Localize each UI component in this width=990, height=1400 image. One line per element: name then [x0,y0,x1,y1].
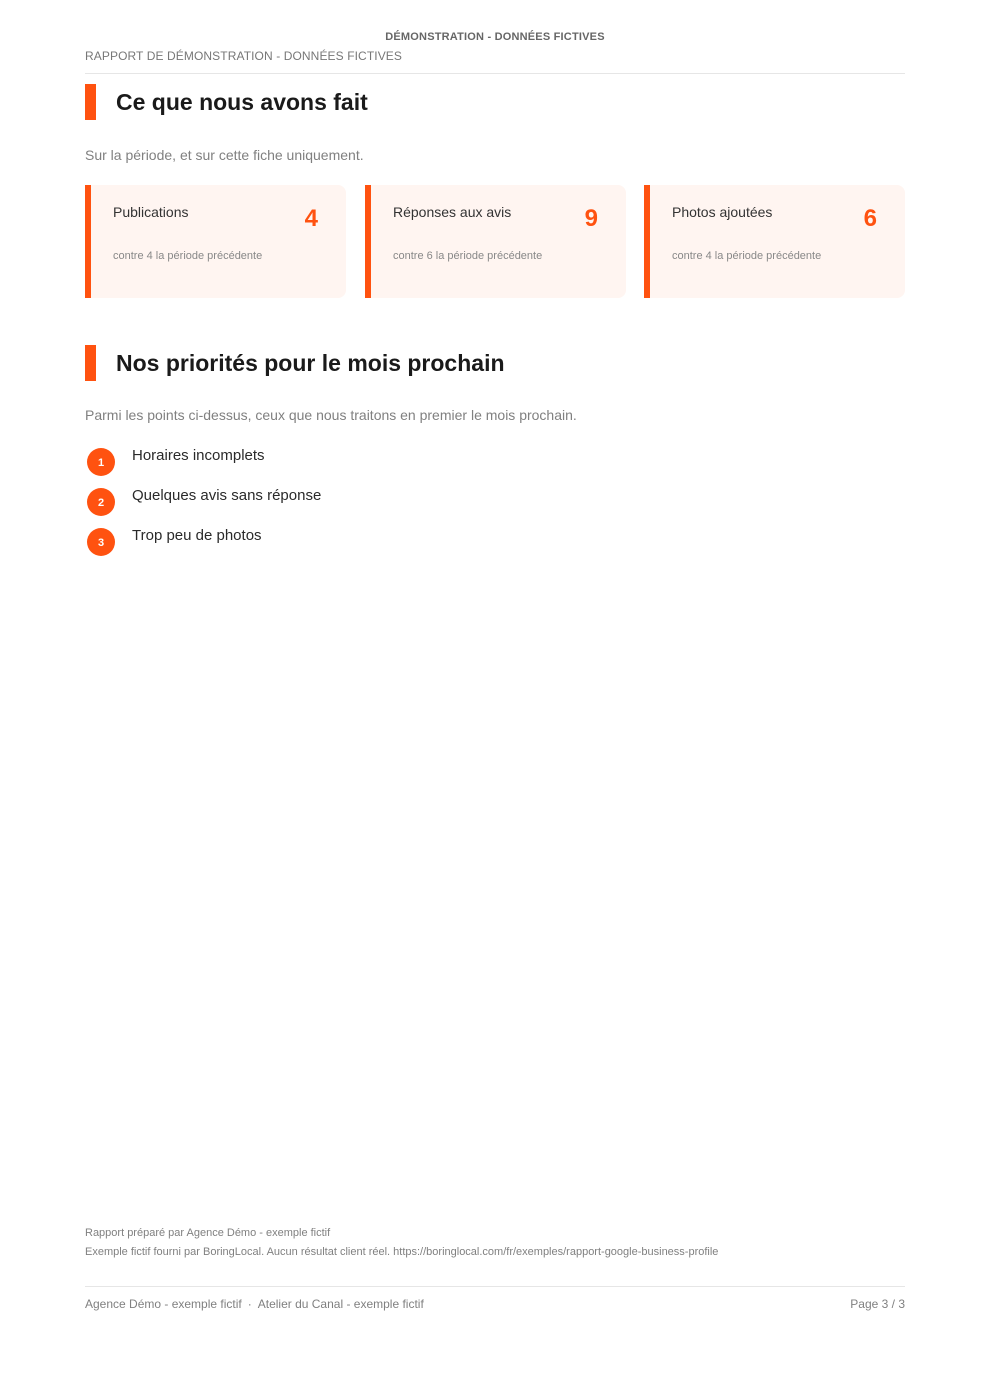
activity-cards [85,185,905,299]
stat-card-label: Publications [113,204,189,220]
disclaimer-note: Exemple fictif fourni par BoringLocal. Aucun résultat client réel. https://boringlocal.com/fr/exemples/rapport-google-business-profile [85,1246,719,1258]
priority-text: Horaires incomplets [132,447,265,464]
prepared-by-note: Rapport préparé par Agence Démo - exemple fictif [85,1227,331,1239]
priority-item [85,528,905,568]
stat-card-value: 4 [304,205,318,232]
stat-card-value: 9 [584,205,598,232]
priority-item [85,488,905,528]
stat-card-review-replies [365,185,626,298]
page-number: Page 3 / 3 [850,1297,905,1311]
activity-section-intro: Sur la période, et sur cette fiche uniquement. [85,147,364,163]
stat-card-label: Réponses aux avis [393,204,512,220]
running-header: RAPPORT DE DÉMONSTRATION - DONNÉES FICTIVES [85,49,403,63]
card-accent-stripe [365,185,371,298]
stat-card-label: Photos ajoutées [672,204,773,220]
section-accent-bar [85,84,96,120]
priorities-section-heading [85,345,905,381]
footer-divider [85,1286,905,1287]
priorities-section-title: Nos priorités pour le mois prochain [116,350,505,376]
priority-number-badge: 3 [87,528,115,556]
footer-client: Atelier du Canal - exemple fictif [257,1297,424,1311]
priorities-section-intro: Parmi les points ci-dessus, ceux que nous traitons en premier le mois prochain. [85,407,577,423]
priorities-section [85,345,905,568]
activity-section-title: Ce que nous avons fait [116,89,368,115]
stat-card-value: 6 [863,205,877,232]
priority-list [85,448,905,568]
stat-card-publications [85,185,346,298]
priority-number-badge: 1 [87,448,115,476]
footer-notes [85,1224,718,1262]
activity-section-heading [85,84,905,120]
footer-agency: Agence Démo - exemple fictif [85,1297,242,1311]
activity-section [85,84,905,299]
demo-watermark: DÉMONSTRATION - DONNÉES FICTIVES [385,31,605,43]
priority-text: Quelques avis sans réponse [132,487,322,504]
header-divider [85,73,905,74]
footer-left [85,1297,424,1311]
priority-text: Trop peu de photos [132,527,262,544]
card-accent-stripe [85,185,91,298]
priority-item [85,448,905,488]
stat-card-comparison: contre 6 la période précédente [393,250,543,262]
stat-card-photos [644,185,905,298]
section-accent-bar [85,345,96,381]
card-accent-stripe [644,185,650,298]
stat-card-comparison: contre 4 la période précédente [672,250,822,262]
priority-number-badge: 2 [87,488,115,516]
stat-card-comparison: contre 4 la période précédente [113,250,263,262]
footer-separator: · [247,1297,252,1311]
